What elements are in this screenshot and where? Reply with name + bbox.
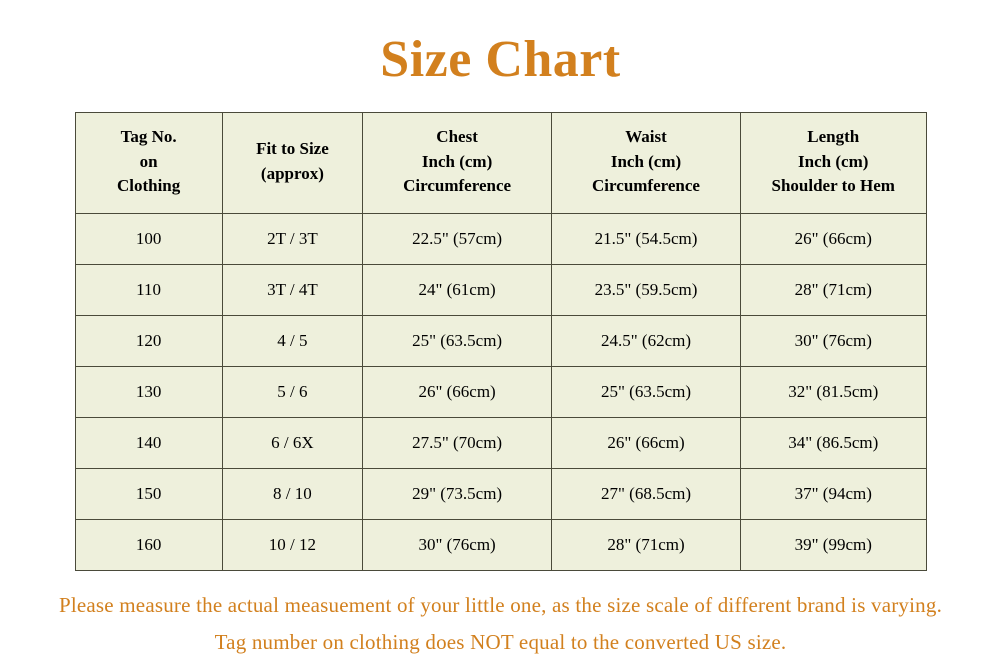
cell-tag-no: 110 (75, 265, 222, 316)
table-header-row (75, 113, 926, 214)
table-row (75, 469, 926, 520)
column-header-line: Clothing (116, 176, 181, 196)
cell-length: 37" (94cm) (740, 469, 926, 520)
cell-tag-no: 100 (75, 214, 222, 265)
cell-chest: 22.5" (57cm) (363, 214, 552, 265)
column-header-chest (363, 113, 552, 214)
table-row (75, 367, 926, 418)
cell-length: 26" (66cm) (740, 214, 926, 265)
cell-length: 32" (81.5cm) (740, 367, 926, 418)
column-header-tag-no (75, 113, 222, 214)
size-chart-table (75, 112, 927, 571)
table-row (75, 520, 926, 571)
column-header-line: Tag No. (120, 127, 177, 147)
cell-waist: 24.5" (62cm) (552, 316, 741, 367)
cell-waist: 26" (66cm) (552, 418, 741, 469)
cell-chest: 27.5" (70cm) (363, 418, 552, 469)
cell-fit-to-size: 4 / 5 (222, 316, 362, 367)
cell-chest: 30" (76cm) (363, 520, 552, 571)
cell-chest: 29" (73.5cm) (363, 469, 552, 520)
note-measure: Please measure the actual measuement of your little one, as the size scale of different brand is varying. (58, 593, 943, 617)
column-header-line: Inch (cm) (421, 151, 493, 171)
cell-chest: 24" (61cm) (363, 265, 552, 316)
note-tag-number: Tag number on clothing does NOT equal to the converted US size. (214, 629, 787, 654)
column-header-line: Circumference (592, 176, 700, 196)
column-header-line: Waist (625, 127, 667, 147)
table-header (75, 113, 926, 214)
column-header-line: (approx) (260, 164, 324, 183)
column-header-length (740, 113, 926, 214)
table-body (75, 214, 926, 571)
cell-waist: 21.5" (54.5cm) (552, 214, 741, 265)
cell-waist: 23.5" (59.5cm) (552, 265, 741, 316)
cell-waist: 28" (71cm) (552, 520, 741, 571)
cell-length: 28" (71cm) (740, 265, 926, 316)
cell-fit-to-size: 3T / 4T (222, 265, 362, 316)
cell-length: 39" (99cm) (740, 520, 926, 571)
column-header-waist (552, 113, 741, 214)
column-header-line: Inch (cm) (798, 151, 869, 171)
cell-length: 34" (86.5cm) (740, 418, 926, 469)
column-header-line: on (139, 151, 158, 171)
column-header-line: Fit to Size (256, 139, 329, 159)
notes-section (0, 587, 1001, 661)
column-header-line: Circumference (403, 176, 512, 196)
cell-fit-to-size: 6 / 6X (222, 418, 362, 469)
size-table-container (75, 112, 927, 571)
cell-chest: 25" (63.5cm) (363, 316, 552, 367)
column-header-fit-to-size (222, 113, 362, 214)
cell-tag-no: 160 (75, 520, 222, 571)
cell-chest: 26" (66cm) (363, 367, 552, 418)
column-header-line: Length (807, 127, 860, 147)
table-row (75, 265, 926, 316)
table-row (75, 316, 926, 367)
column-header-line: Shoulder to Hem (771, 176, 895, 196)
table-row (75, 214, 926, 265)
column-header-line: Inch (cm) (610, 151, 682, 171)
cell-fit-to-size: 2T / 3T (222, 214, 362, 265)
cell-tag-no: 130 (75, 367, 222, 418)
cell-waist: 25" (63.5cm) (552, 367, 741, 418)
cell-fit-to-size: 10 / 12 (222, 520, 362, 571)
table-row (75, 418, 926, 469)
page-title: Size Chart (380, 31, 621, 88)
column-header-line: Chest (436, 127, 478, 147)
cell-fit-to-size: 5 / 6 (222, 367, 362, 418)
cell-tag-no: 120 (75, 316, 222, 367)
cell-tag-no: 140 (75, 418, 222, 469)
cell-length: 30" (76cm) (740, 316, 926, 367)
cell-waist: 27" (68.5cm) (552, 469, 741, 520)
cell-tag-no: 150 (75, 469, 222, 520)
cell-fit-to-size: 8 / 10 (222, 469, 362, 520)
